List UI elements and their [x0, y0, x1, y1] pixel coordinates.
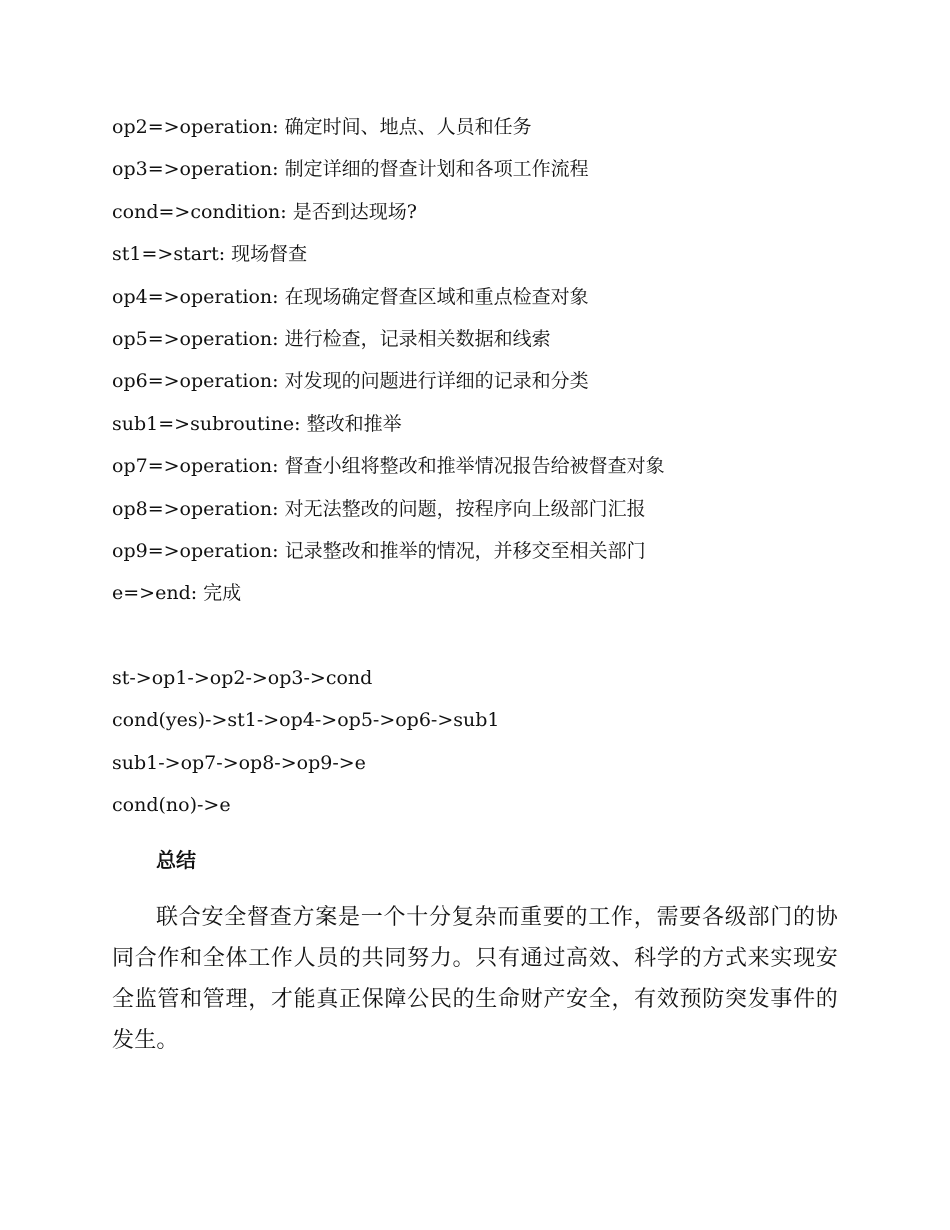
flowchart-code-block — [112, 112, 872, 833]
flow-line-main: st->op1->op2->op3->cond — [112, 667, 373, 690]
code-line-sub1: sub1=>subroutine: 整改和推举 — [112, 412, 402, 435]
code-line-op9: op9=>operation: 记录整改和推举的情况，并移交至相关部门 — [112, 539, 646, 562]
code-gap — [112, 621, 872, 663]
flow-line-no: cond(no)->e — [112, 794, 231, 817]
code-line-op6: op6=>operation: 对发现的问题进行详细的记录和分类 — [112, 370, 589, 393]
code-line-op2: op2=>operation: 确定时间、地点、人员和任务 — [112, 116, 532, 138]
code-line-op4: op4=>operation: 在现场确定督查区域和重点检查对象 — [112, 285, 589, 308]
code-line-op5: op5=>operation: 进行检查，记录相关数据和线索 — [112, 327, 551, 350]
code-line-op8: op8=>operation: 对无法整改的问题，按程序向上级部门汇报 — [112, 497, 646, 520]
code-line-op3: op3=>operation: 制定详细的督查计划和各项工作流程 — [112, 158, 589, 181]
code-line-st1: st1=>start: 现场督查 — [112, 243, 308, 266]
code-line-op7: op7=>operation: 督查小组将整改和推举情况报告给被督查对象 — [112, 455, 665, 478]
summary-paragraph: 联合安全督查方案是一个十分复杂而重要的工作，需要各级部门的协同合作和全体工作人员的共同努力。只有通过高效、科学的方式来实现安全监管和管理，才能真正保障公民的生命财产安全，有效预防突发事件的发生。 — [112, 905, 838, 1053]
flow-line-sub: sub1->op7->op8->op9->e — [112, 751, 366, 774]
code-line-end: e=>end: 完成 — [112, 582, 242, 605]
flow-line-yes: cond(yes)->st1->op4->op5->op6->sub1 — [112, 709, 500, 732]
code-line-cond: cond=>condition: 是否到达现场? — [112, 200, 417, 223]
summary-heading: 总结 — [156, 848, 196, 872]
